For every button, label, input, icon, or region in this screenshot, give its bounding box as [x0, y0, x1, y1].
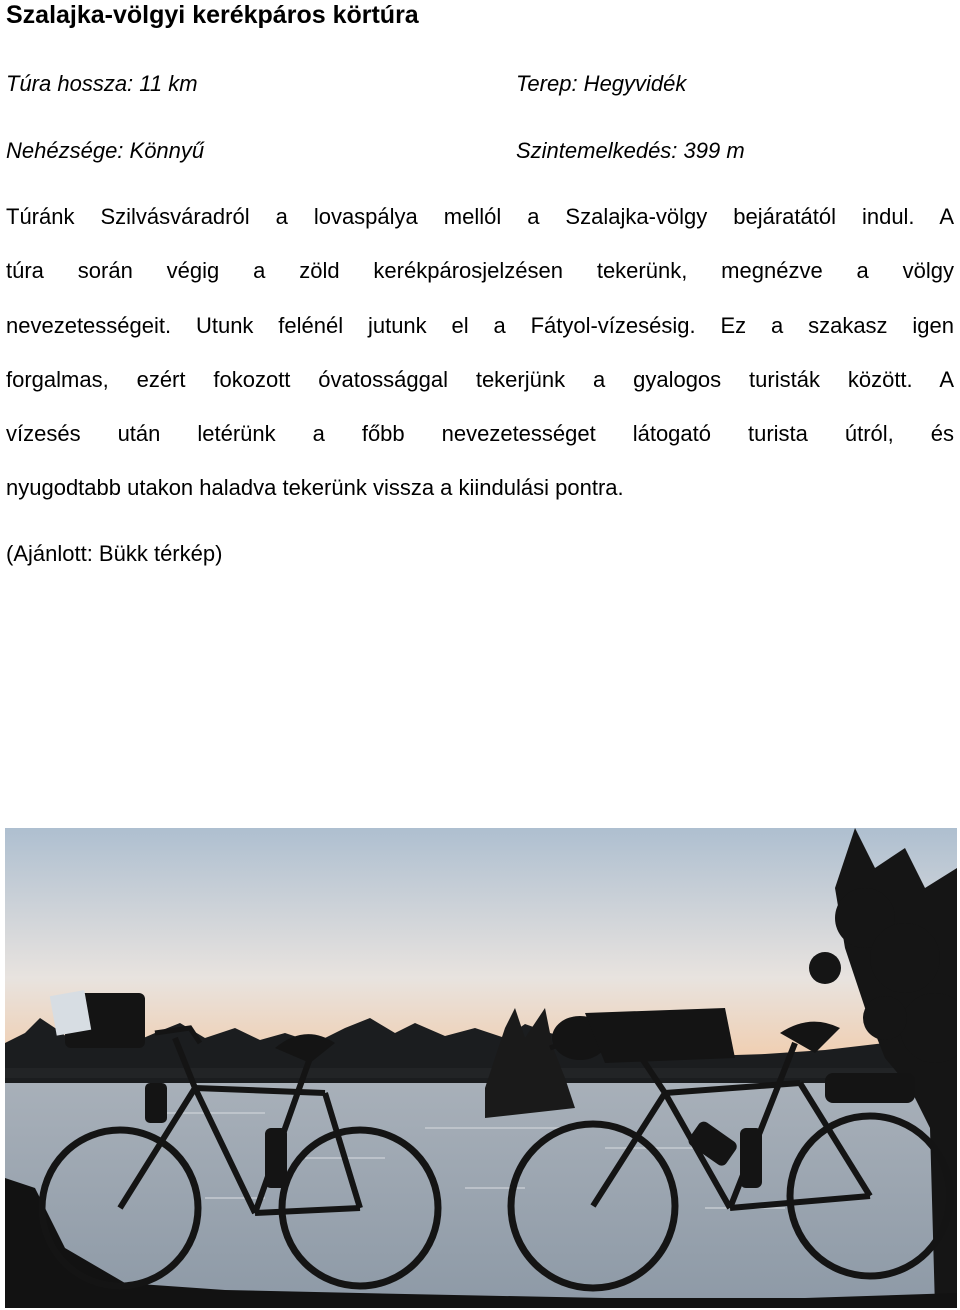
page-title: Szalajka-völgyi kerékpáros körtúra: [6, 1, 419, 29]
tour-elevation: Szintemelkedés: 399 m: [516, 138, 745, 163]
description-line: vízesés után letérünk a főbb nevezetességet látogató turista útról, és: [6, 421, 954, 446]
tour-length: Túra hossza: 11 km: [6, 71, 198, 96]
description-line: Túránk Szilvásváradról a lovaspálya mellól a Szalajka-völgy bejáratától indul. A: [6, 204, 954, 229]
description-line: nevezetességeit. Utunk felénél jutunk el a Fátyol-vízesésig. Ez a szakasz igen: [6, 313, 954, 338]
far-shore: [5, 1068, 957, 1078]
tour-difficulty: Nehézsége: Könnyű: [6, 138, 205, 163]
description-line: forgalmas, ezért fokozott óvatossággal tekerjünk a gyalogos turisták között. A: [6, 367, 954, 392]
description-line: túra során végig a zöld kerékpárosjelzésen tekerünk, megnézve a völgy: [6, 258, 954, 283]
bicycles-sunset-photo: [5, 828, 957, 1308]
description-line: nyugodtabb utakon haladva tekerünk vissza a kiindulási pontra.: [6, 475, 624, 500]
left-bag-highlight: [50, 990, 91, 1035]
tour-terrain: Terep: Hegyvidék: [516, 71, 687, 96]
map-recommendation: (Ajánlott: Bükk térkép): [6, 541, 223, 566]
